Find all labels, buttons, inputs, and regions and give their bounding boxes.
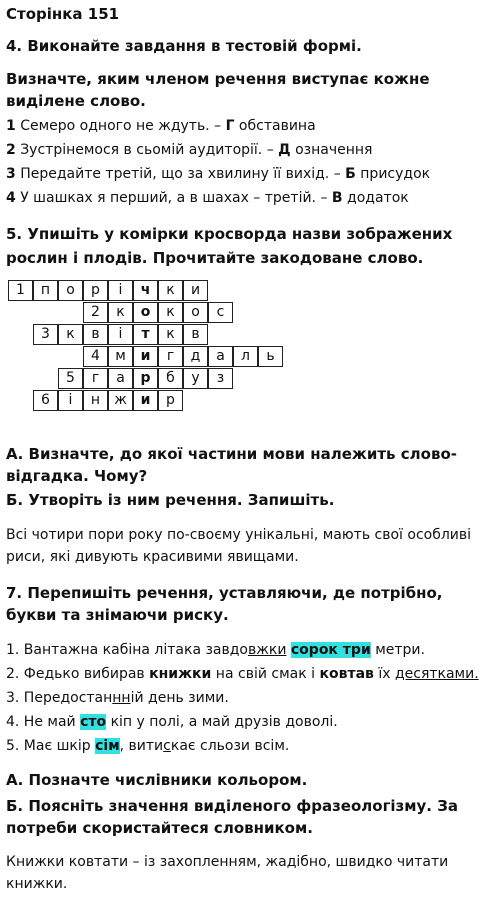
crossword-cell: а [108,368,133,389]
crossword-cell: г [83,368,108,389]
crossword-cell: ь [258,346,283,367]
crossword-cell: о [133,302,158,323]
task4-item-3: 3 Передайте третій, що за хвилину її вихід. – Б присудок [6,166,431,182]
task5-answer: Всі чотири пори року по-своєму унікальні, мають свої особливі риси, які дивують красивими явищами. [6,527,472,565]
crossword-cell: ч [133,280,158,301]
crossword-number-cell: 6 [33,390,58,411]
task7-sentence-1: 1. Вантажна кабіна літака завдовжки сорок три метри. [6,642,425,658]
crossword-cell: р [133,368,158,389]
crossword-cell: у [183,368,208,389]
task7-part-a: А. Позначте числівники кольором. [6,771,308,789]
task5-part-b: Б. Утворіть із ним речення. Запишіть. [6,491,335,509]
crossword-cell: д [183,346,208,367]
crossword-cell: и [133,346,158,367]
crossword-cell: і [108,324,133,345]
task7-part-b: Б. Поясніть значення виділеного фразеологізму. За потреби скористайтеся словником. [6,797,459,837]
crossword-cell: р [83,280,108,301]
crossword-cell: р [158,390,183,411]
crossword-cell: з [208,368,233,389]
crossword-cell: н [83,390,108,411]
task7-heading: 7. Перепишіть речення, уставляючи, де потрібно, букви та знімаючи риску. [6,584,443,624]
crossword-cell: л [233,346,258,367]
crossword-cell: м [108,346,133,367]
task4-item-2: 2 Зустрінемося в сьомій аудиторії. – Д означення [6,142,373,158]
crossword-cell: к [158,324,183,345]
crossword-cell: о [58,280,83,301]
task5-part-a: А. Визначте, до якої частини мови належить слово-відгадка. Чому? [6,445,457,485]
crossword-cell: в [183,324,208,345]
crossword-cell: о [183,302,208,323]
crossword-number-cell: 4 [83,346,108,367]
crossword-cell: и [183,280,208,301]
crossword-cell: а [208,346,233,367]
task7-sentence-4: 4. Не май сто кіп у полі, а май друзів доволі. [6,714,338,730]
crossword-cell: п [33,280,58,301]
crossword-cell: б [158,368,183,389]
task4-item-1: 1 Семеро одного не ждуть. – Г обставина [6,118,316,134]
crossword-cell: и [133,390,158,411]
numeral-highlight: сім [95,738,120,754]
crossword-number-cell: 3 [33,324,58,345]
page-title: Сторінка 151 [6,5,120,23]
crossword-cell: к [108,302,133,323]
crossword-cell: і [58,390,83,411]
crossword-cell: к [158,302,183,323]
crossword-cell: к [158,280,183,301]
crossword-cell: в [83,324,108,345]
crossword-number-cell: 2 [83,302,108,323]
numeral-highlight: сто [80,714,107,730]
crossword-cell: т [133,324,158,345]
task5-heading: 5. Упишіть у комірки кросворда назви зображених рослин і плодів. Прочитайте закодоване слово. [6,225,453,267]
crossword-number-cell: 1 [8,280,33,301]
task4-prompt: Визначте, яким членом речення виступає кожне виділене слово. [6,70,430,110]
task7-answer: Книжки ковтати – із захопленням, жадібно, швидко читати книжки. [6,854,449,892]
crossword-cell: г [158,346,183,367]
crossword-cell: ж [108,390,133,411]
task7-sentence-3: 3. Передостаннній день зими. [6,690,229,706]
crossword-cell: і [108,280,133,301]
crossword-cell: к [58,324,83,345]
task7-sentence-5: 5. Має шкір сім, витискає сльози всім. [6,738,290,754]
crossword-cell: с [208,302,233,323]
task4-item-4: 4 У шашках я перший, а в шахах – третій. – В додаток [6,190,409,206]
numeral-highlight: сорок три [290,642,371,658]
task4-heading: 4. Виконайте завдання в тестовій формі. [6,37,362,55]
task7-sentence-2: 2. Федько вибирав книжки на свій смак і ковтав їх десятками. [6,666,479,682]
crossword-number-cell: 5 [58,368,83,389]
